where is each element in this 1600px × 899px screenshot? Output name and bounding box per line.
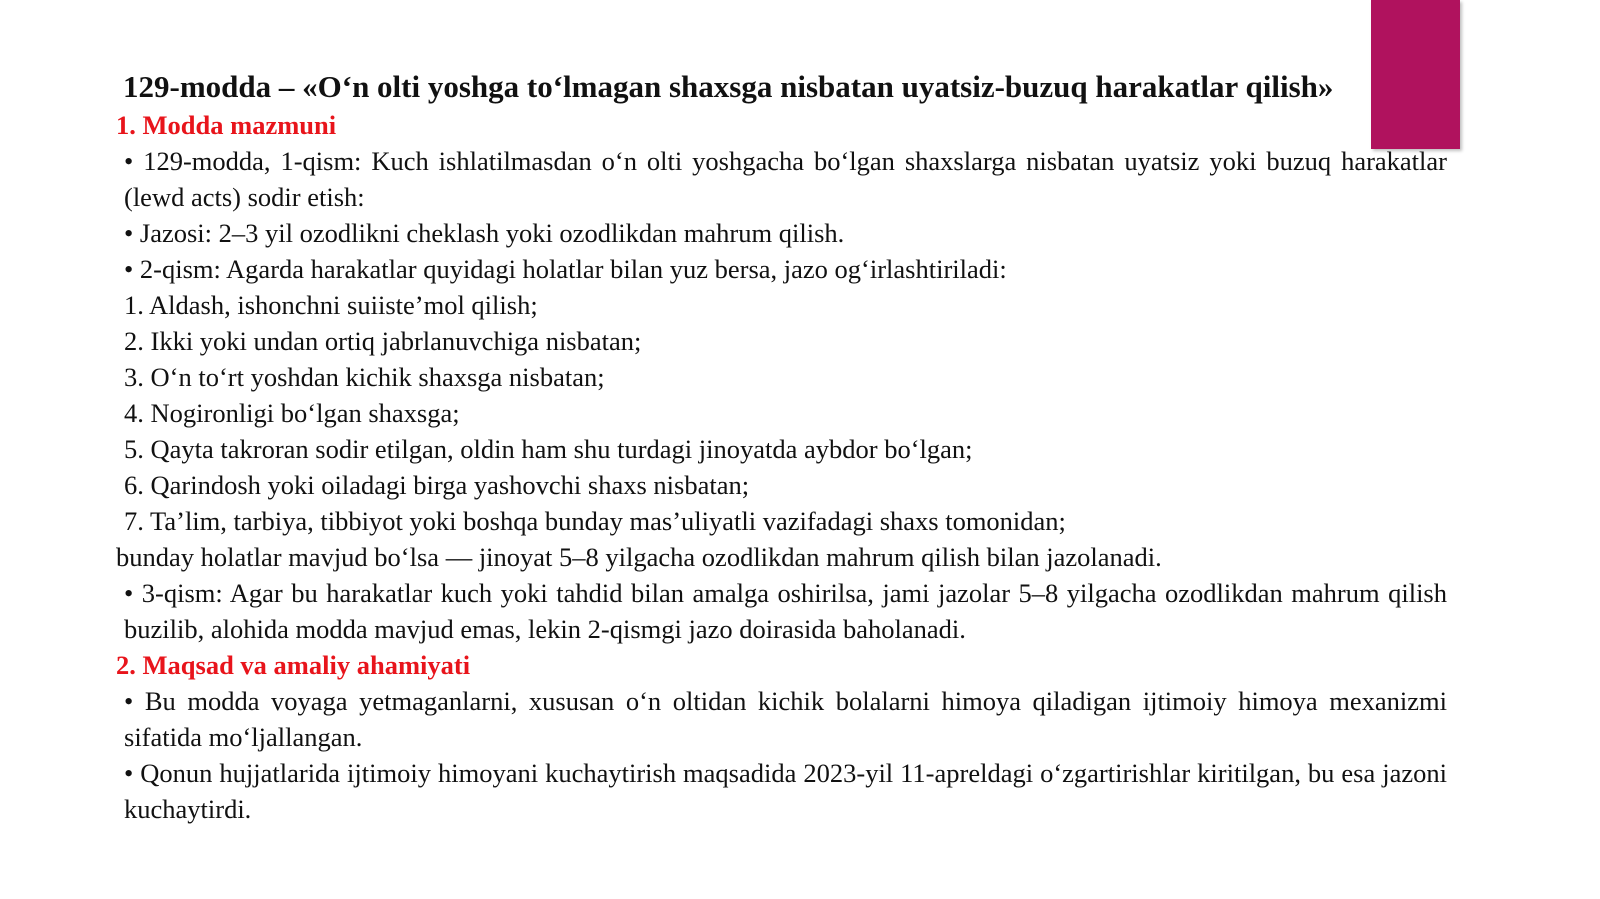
slide-title: 129-modda – «O‘n olti yoshga to‘lmagan shaxsga nisbatan uyatsiz-buzuq harakatlar qilish» xyxy=(123,69,1334,104)
purpose-point-2: • Qonun hujjatlarida ijtimoiy himoyani kuchaytirish maqsadida 2023-yil 11-apreldagi o‘zgartirishlar kiritilgan, bu esa jazoni kuchaytirdi. xyxy=(124,758,1447,824)
list-item: 4. Nogironligi bo‘lgan shaxsga; xyxy=(124,398,460,428)
list-item: 6. Qarindosh yoki oiladagi birga yashovchi shaxs nisbatan; xyxy=(124,470,750,500)
part3-text: • 3-qism: Agar bu harakatlar kuch yoki tahdid bilan amalga oshirilsa, jami jazolar 5–8 yilgacha ozodlikdan mahrum qilish buzilib, alohida modda mavjud emas, lekin 2-qismgi jazo doirasida baholanadi. xyxy=(124,578,1447,644)
penalty-text: • Jazosi: 2–3 yil ozodlikni cheklash yoki ozodlikdan mahrum qilish. xyxy=(124,218,845,248)
purpose-point-1: • Bu modda voyaga yetmaganlarni, xususan o‘n oltidan kichik bolalarni himoya qiladigan ijtimoiy himoya mexanizmi sifatida mo‘ljallangan. xyxy=(124,686,1447,752)
part2-intro: • 2-qism: Agarda harakatlar quyidagi holatlar bilan yuz bersa, jazo og‘irlashtiriladi: xyxy=(124,254,1007,284)
section-heading-2: 2. Maqsad va amaliy ahamiyati xyxy=(116,650,471,680)
slide-content xyxy=(116,107,1447,827)
list-item: 3. O‘n to‘rt yoshdan kichik shaxsga nisbatan; xyxy=(124,362,605,392)
part2-conclusion: bunday holatlar mavjud bo‘lsa — jinoyat 5–8 yilgacha ozodlikdan mahrum qilish bilan jazolanadi. xyxy=(116,542,1162,572)
list-item: 7. Ta’lim, tarbiya, tibbiyot yoki boshqa bunday mas’uliyatli vazifadagi shaxs tomonidan; xyxy=(124,506,1066,536)
list-item: 5. Qayta takroran sodir etilgan, oldin ham shu turdagi jinoyatda aybdor bo‘lgan; xyxy=(124,434,973,464)
list-item: 2. Ikki yoki undan ortiq jabrlanuvchiga nisbatan; xyxy=(124,326,642,356)
part1-text: • 129-modda, 1-qism: Kuch ishlatilmasdan o‘n olti yoshgacha bo‘lgan shaxslarga nisbatan uyatsiz yoki buzuq harakatlar (lewd acts) sodir etish: xyxy=(124,146,1447,212)
section-heading-1: 1. Modda mazmuni xyxy=(116,110,337,140)
list-item: 1. Aldash, ishonchni suiiste’mol qilish; xyxy=(124,290,538,320)
